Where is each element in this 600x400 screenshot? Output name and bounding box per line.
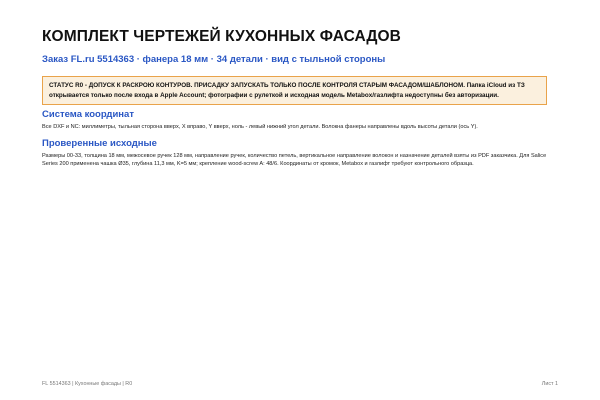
footer-page-number: Лист 1 <box>541 381 558 387</box>
page-title: КОМПЛЕКТ ЧЕРТЕЖЕЙ КУХОННЫХ ФАСАДОВ <box>42 28 401 45</box>
section-heading-coordinates: Система координат <box>42 109 134 120</box>
section-heading-verified-sources: Проверенные исходные <box>42 137 157 149</box>
page-footer <box>42 381 558 387</box>
section-text-verified-sources: Размеры 00-33, толщина 18 мм, межосевое ручек 128 мм, направление ручек, количество петель, вертикальное направление волокон и назначение деталей взяты из PDF заказчика. Для Salice Series 200 применена чашка Ø35, глубина 11,3 мм, K=5 мм; крепление wood-screw A: 48/6. Координаты от кромок, Metabox и газлифт требуют контрольного образца. <box>42 152 547 167</box>
page-subtitle: Заказ FL.ru 5514363 · фанера 18 мм · 34 детали · вид с тыльной стороны <box>42 54 386 65</box>
footer-left-text: FL 5514363 | Кухонные фасады | R0 <box>42 381 133 387</box>
section-text-coordinates: Все DXF и NC: миллиметры, тыльная сторона вверх, X вправо, Y вверх, ноль - левый нижний угол детали. Волокна фанеры направлены вдоль высоты детали (ось Y). <box>42 124 478 130</box>
status-notice: СТАТУС R0 - ДОПУСК К РАСКРОЮ КОНТУРОВ. ПРИСАДКУ ЗАПУСКАТЬ ТОЛЬКО ПОСЛЕ КОНТРОЛЯ СТАРЫМ ФАСАДОМ/ШАБЛОНОМ. Папка iCloud из ТЗ открывается только после входа в Apple Account; фотографии с рулеткой и исходная модель Metabox/газлифта недоступны без авторизации. <box>42 76 547 105</box>
